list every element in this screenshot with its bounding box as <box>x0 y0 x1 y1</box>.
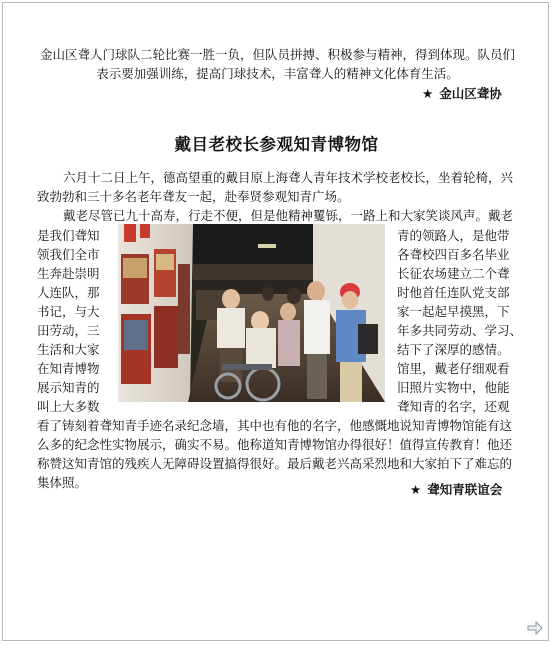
signature-bottom <box>410 480 502 500</box>
article-right-line-2: 长征农场建立二个聋 <box>397 266 510 281</box>
article-line-4: 么多的纪念性实物展示，确实不易。他称道知青博物馆办得很好！值得宣传教育！他还 <box>37 437 513 452</box>
article-right-line-5: 年多共同劳动、学习、 <box>397 323 523 338</box>
article-right-line-4: 家一起起早摸黑，下 <box>397 304 510 319</box>
article-line-1: 致勃勃和三十多名老年聋友一起，赴奉贤参观知青广场。 <box>37 189 350 204</box>
article-right-line-1: 各聋校四百多名毕业 <box>397 247 510 262</box>
article-right-line-0: 青的领路人，是他带 <box>397 228 510 243</box>
museum-visit-photo <box>118 224 385 402</box>
article-line-0: 六月十二日上午，德高望重的戴目原上海聋人青年技术学校老校长，坐着轮椅，兴 <box>63 170 514 185</box>
article-left-line-1: 领我们全市 <box>37 247 100 262</box>
article-left-line-9: 叫上大多数 <box>37 399 100 414</box>
article-title: 戴目老校长参观知青博物馆 <box>174 135 379 155</box>
article-right-line-9: 聋知青的名字，还观 <box>397 399 510 414</box>
intro-line-2: 表示要加强训练，提高门球技术，丰富聋人的精神文化体育生活。 <box>96 66 459 81</box>
intro-line-1: 金山区聋人门球队二轮比赛一胜一负，但队员拼搏、积极参与精神，得到体现。队员们 <box>39 47 515 62</box>
article-line-3: 看了铸刻着聋知青手迹名录纪念墙，其中也有他的名字，他感慨地说知青博物馆能有这 <box>37 418 513 433</box>
article-left-line-4: 书记，与大 <box>37 304 100 319</box>
article-left-line-5: 田劳动，三 <box>37 323 100 338</box>
article-left-line-6: 生活和大家 <box>37 342 100 357</box>
article-right-line-6: 结下了深厚的感情。 <box>397 342 510 357</box>
article-right-line-7: 馆里，戴老仔细观看 <box>397 361 510 376</box>
article-left-line-0: 是我们聋知 <box>37 228 100 243</box>
article-right-line-8: 旧照片实物中，他能 <box>397 380 510 395</box>
article-line-6: 集体照。 <box>37 475 88 490</box>
article-left-line-7: 在知青博物 <box>37 361 100 376</box>
star-icon: ★ <box>410 482 422 497</box>
article-right-line-3: 时他首任连队党支部 <box>397 285 510 300</box>
article-left-line-2: 生奔赴崇明 <box>37 266 100 281</box>
star-icon: ★ <box>422 86 434 101</box>
article-left-line-8: 展示知青的 <box>37 380 100 395</box>
signature-top <box>422 84 502 104</box>
article-line-5: 称赞这知青馆的残疾人无障碍设置搞得很好。最后戴老兴高采烈地和大家拍下了难忘的 <box>37 456 513 471</box>
next-page-arrow-icon[interactable] <box>527 620 543 634</box>
article-line-2: 戴老尽管已九十高寿，行走不便，但是他精神矍铄，一路上和大家笑谈风声。戴老 <box>63 208 514 223</box>
signature-bottom-text: 聋知青联谊会 <box>427 482 503 497</box>
article-left-line-3: 人连队，那 <box>37 285 100 300</box>
signature-top-text: 金山区聋协 <box>439 86 502 101</box>
